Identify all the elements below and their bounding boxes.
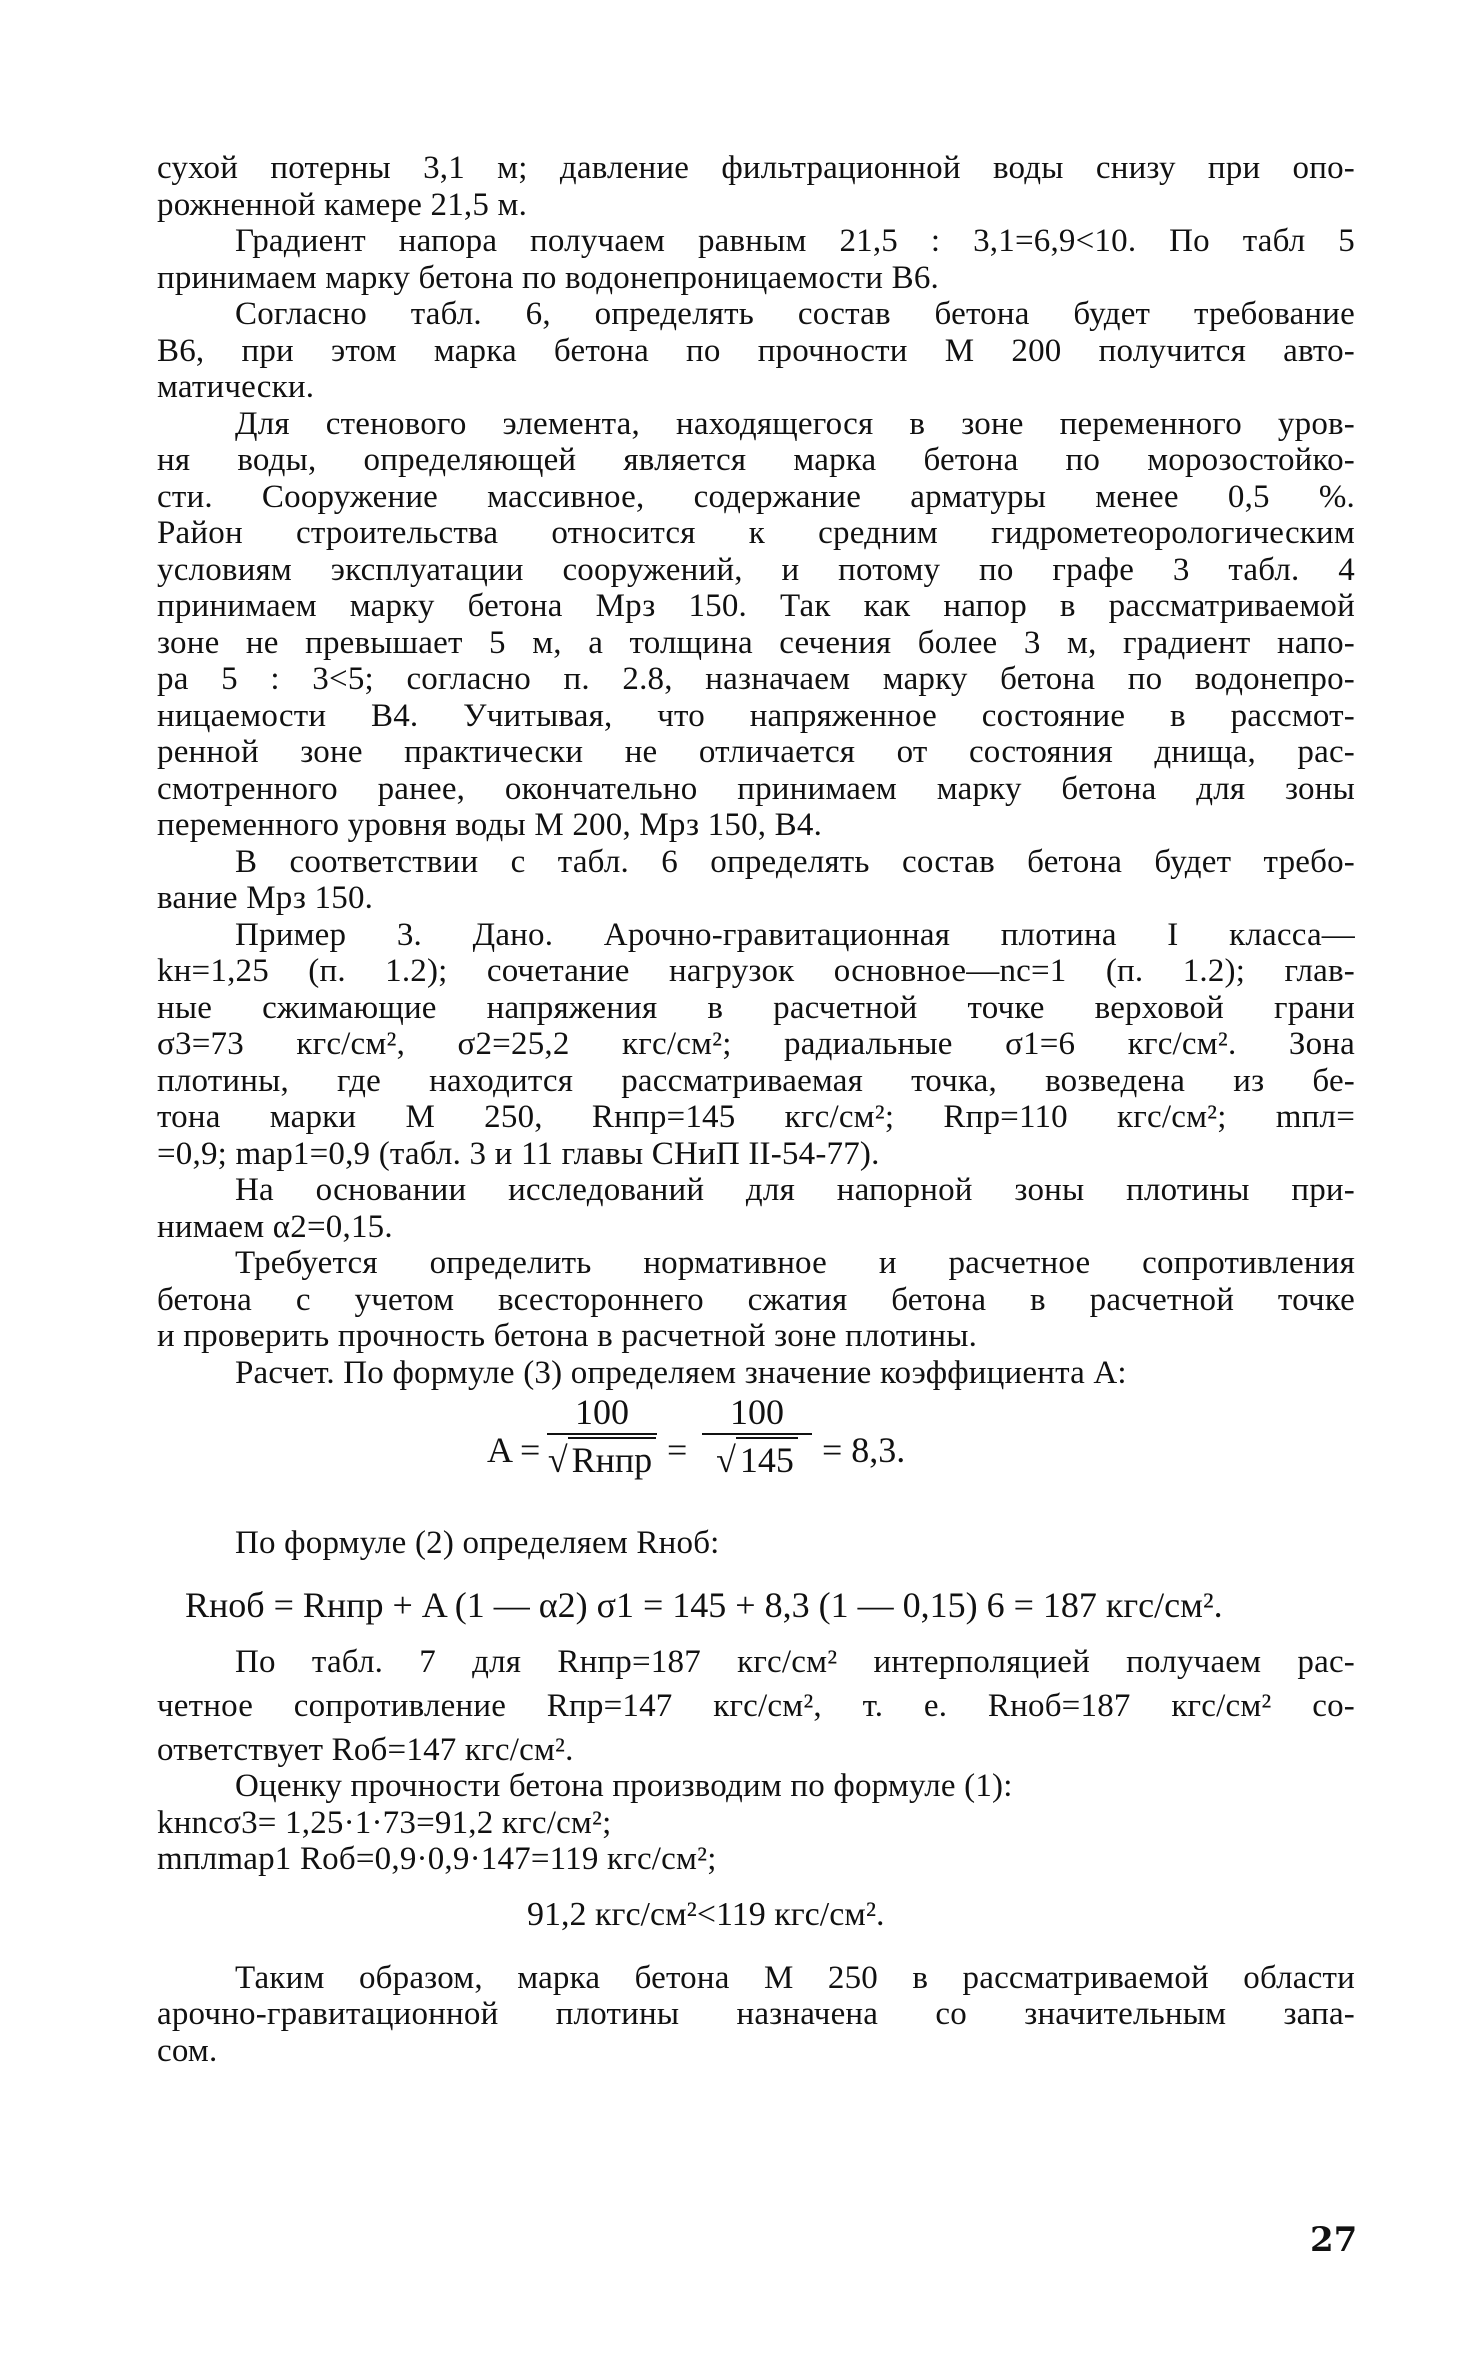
formula-2-intro	[157, 1525, 1355, 1562]
text-line: сом.	[157, 2032, 218, 2069]
text-line: плотины, где находится рассматриваемая точка, возведена из бе-	[157, 1062, 1355, 1099]
text-line: Для стенового элемента, находящегося в зоне переменного уров-	[235, 405, 1355, 442]
formula-equals: =	[667, 1430, 688, 1470]
text-line: бетона с учетом всестороннего сжатия бетона в расчетной точке	[157, 1281, 1355, 1318]
text-line: нимаем α2=0,15.	[157, 1208, 393, 1245]
text-line: тона марки М 250, Rнпр=145 кгс/см²; Rпр=110 кгс/см²; mпл=	[157, 1099, 1355, 1135]
text-line: В соответствии с табл. 6 определять состав бетона будет требо-	[235, 843, 1355, 880]
calc-lines	[157, 1805, 1355, 1878]
text-line: В6, при этом марка бетона по прочности М 200 получится авто-	[157, 332, 1355, 369]
paragraph-3	[157, 296, 1355, 406]
text-line: kн=1,25 (п. 1.2); сочетание нагрузок основное—nс=1 (п. 1.2); глав-	[157, 953, 1355, 989]
paragraph-4	[157, 406, 1355, 844]
text-line: переменного уровня воды М 200, Мрз 150, В4.	[157, 807, 823, 843]
text-line: Пример 3. Дано. Арочно-гравитационная плотина I класса—	[235, 916, 1355, 953]
calc-line: mплmар1 Rоб=0,9·0,9·147=119 кгс/см²;	[157, 1841, 717, 1877]
text-line: =0,9; mар1=0,9 (табл. 3 и 11 главы СНиП II-54-77).	[157, 1135, 880, 1172]
text-line: Таким образом, марка бетона М 250 в рассматриваемой области	[235, 1959, 1355, 1996]
text-line: матически.	[157, 369, 315, 405]
paragraph-1	[157, 150, 1355, 223]
formula-result: = 8,3.	[822, 1430, 906, 1470]
inequality-text: 91,2 кгс/см²<119 кгс/см².	[527, 1895, 885, 1933]
calculation-intro	[157, 1355, 1355, 1392]
paragraph-5	[157, 844, 1355, 917]
paragraph-2	[157, 223, 1355, 296]
body-text	[157, 150, 1355, 2069]
fraction-1	[547, 1391, 657, 1481]
fraction-numerator: 100	[702, 1391, 812, 1435]
text-line: четное сопротивление Rпр=147 кгс/см², т. е. Rноб=187 кгс/см² со-	[157, 1687, 1355, 1724]
text-line: смотренного ранее, окончательно принимаем марку бетона для зоны	[157, 770, 1355, 807]
paragraph-table7	[157, 1644, 1355, 1769]
text-line: ня воды, определяющей является марка бетона по морозостойко-	[157, 442, 1355, 478]
text-line: Согласно табл. 6, определять состав бетона будет требование	[235, 296, 1355, 332]
text-line: принимаем марку бетона по водонепроницаемости В6.	[157, 259, 939, 296]
paragraph-7	[157, 1172, 1355, 1245]
text-line: арочно-гравитационной плотины назначена со значительным запа-	[157, 1996, 1355, 2032]
text-line: Градиент напора получаем равным 21,5 : 3,1=6,9<10. По табл 5	[235, 223, 1355, 259]
text-line: σ3=73 кгс/см², σ2=25,2 кгс/см²; радиальные σ1=6 кгс/см². Зона	[157, 1026, 1355, 1062]
paragraph-strength-check	[157, 1768, 1355, 1805]
calc-line: kнnсσ3= 1,25·1·73=91,2 кгс/см²;	[157, 1804, 612, 1841]
text-line: сухой потерны 3,1 м; давление фильтрационной воды снизу при опо-	[157, 150, 1355, 186]
inequality	[157, 1878, 1355, 1952]
paragraph-8	[157, 1245, 1355, 1355]
example-3-paragraph	[157, 917, 1355, 1173]
text-line: условиям эксплуатации сооружений, и потому по графе 3 табл. 4	[157, 551, 1355, 588]
text-line: принимаем марку бетона Мрз 150. Так как напор в рассматриваемой	[157, 588, 1355, 624]
text-line: зоне не превышает 5 м, а толщина сечения более 3 м, градиент напо-	[157, 624, 1355, 661]
text-line: и проверить прочность бетона в расчетной зоне плотины.	[157, 1318, 978, 1354]
text-line: вание Мрз 150.	[157, 880, 374, 916]
text-line: По формуле (2) определяем Rноб:	[235, 1525, 720, 1561]
formula-lhs: A =	[487, 1430, 541, 1470]
text-line: Расчет. По формуле (3) определяем значение коэффициента A:	[235, 1354, 1127, 1391]
page-number: 27	[1310, 2220, 1358, 2260]
formula-r-ob	[157, 1562, 1355, 1636]
fraction-2	[702, 1391, 812, 1481]
fraction-denominator: √ Rнпр	[547, 1435, 657, 1481]
conclusion-paragraph	[157, 1960, 1355, 2070]
text-line: ные сжимающие напряжения в расчетной точке верховой грани	[157, 989, 1355, 1026]
text-line: По табл. 7 для Rнпр=187 кгс/см² интерполяцией получаем рас-	[235, 1643, 1355, 1680]
text-line: Требуется определить нормативное и расчетное сопротивления	[235, 1245, 1355, 1281]
text-line: рожненной камере 21,5 м.	[157, 186, 528, 223]
text-line: ницаемости В4. Учитывая, что напряженное состояние в рассмот-	[157, 697, 1355, 734]
formula-coefficient-a	[157, 1391, 1355, 1519]
fraction-denominator: √ 145	[702, 1435, 812, 1481]
text-line: ренной зоне практически не отличается от состояния днища, рас-	[157, 734, 1355, 770]
text-line: ра 5 : 3<5; согласно п. 2.8, назначаем марку бетона по водонепро-	[157, 661, 1355, 697]
text-line: Район строительства относится к средним гидрометеорологическим	[157, 515, 1355, 551]
text-line: Оценку прочности бетона производим по формуле (1):	[235, 1768, 1013, 1804]
text-line: сти. Сооружение массивное, содержание арматуры менее 0,5 %.	[157, 478, 1355, 515]
text-line: ответствует Rоб=147 кгс/см².	[157, 1731, 574, 1768]
fraction-numerator: 100	[547, 1391, 657, 1435]
formula-r-ob-text: Rноб = Rнпр + A (1 — α2) σ1 = 145 + 8,3 (1 — 0,15) 6 = 187 кгс/см².	[185, 1584, 1223, 1625]
text-line: На основании исследований для напорной зоны плотины при-	[235, 1172, 1355, 1208]
